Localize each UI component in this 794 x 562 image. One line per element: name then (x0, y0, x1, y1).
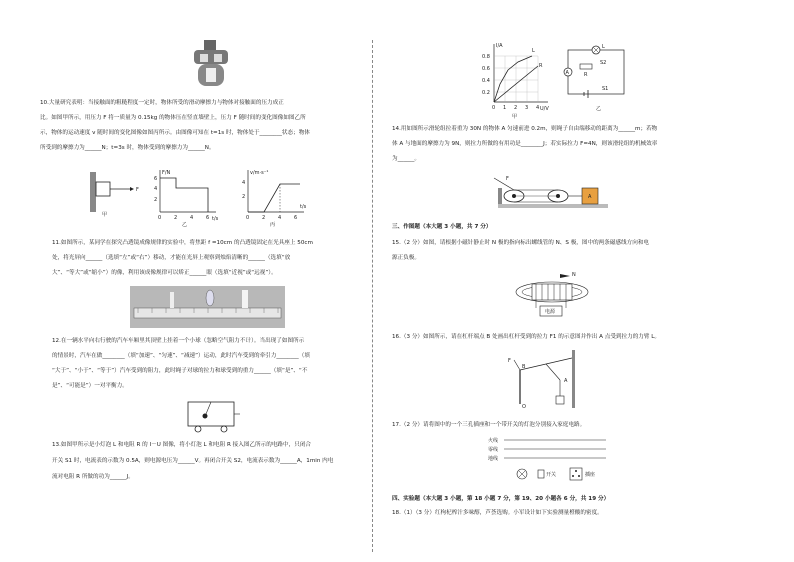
iu-tick-y-1: 0.8 (482, 54, 490, 60)
q12-line-4: 是”、“可能是”）一对平衡力。 (52, 383, 128, 389)
lever-b-label: B (522, 364, 526, 370)
q10-line-3: 示，物体的运动速度 v 随时间的变化图像如图丙所示。由图像可知在 t=1s 时，物体处于________状态；物体 (40, 130, 310, 136)
q15-line-1: 15.（2 分）如图，请根据小磁针静止时 N 极的指向标出螺线管的 N、S 极，图中的两条磁感线方向和电 (392, 240, 650, 246)
wire-ground-label: 地线 (488, 456, 499, 462)
column-divider (372, 40, 373, 552)
q13-line-3: 流对电阻 R 所做的功为______J。 (52, 474, 134, 480)
lever-a-label: A (564, 378, 568, 384)
graph-f-tick-y-3: 2 (154, 197, 158, 203)
q10-graph-v-t (240, 168, 310, 226)
q12-line-2: 的情景时，汽车在做________（填“加速”、“匀速”、“减速”）运动，此时汽车受到的牵引力________（填 (52, 353, 310, 359)
q16-line-1: 16.（3 分）如图所示，请在杠杆端点 B 处画出杠杆受到的拉力 F1 的示意图并作出 A 点受到拉力的力臂 L。 (392, 334, 660, 340)
optical-bench-figure (130, 286, 285, 328)
iu-tick-y-3: 0.4 (482, 78, 490, 84)
graph-v-tick-x-4: 6 (294, 215, 298, 221)
fig-jia-caption: 甲 (102, 212, 108, 218)
fig-bing-caption: 丙 (270, 222, 276, 228)
q11-line-2: 处，将光屏向______（选填“左”或“右”）移动，才能在光屏上观察到烛焰清晰的______（选填“放 (52, 255, 291, 261)
q15-line-2: 源正负极。 (392, 255, 420, 261)
iu-tick-x-3: 2 (514, 105, 518, 111)
power-source-label: 电源 (545, 309, 556, 315)
section-4-heading: 四、实验题（本大题 3 小题，第 18 小题 7 分，第 19、20 小题各 6 分，共 19 分） (392, 496, 610, 502)
iu-tick-x-4: 3 (525, 105, 529, 111)
wire-live-label: 火线 (488, 438, 499, 444)
q13-iu-graph (482, 40, 554, 120)
fig-yi-caption-13: 乙 (596, 106, 602, 112)
q11-line-1: 11.如图所示，某同学在探究凸透镜成像规律的实验中，将焦距 f =10cm 的凸透镜固定在光具座上 50cm (52, 240, 313, 246)
switch-label: 开关 (546, 472, 557, 478)
spring-scale-figure (190, 40, 232, 90)
lever-figure (508, 350, 578, 410)
q11-line-3: 大”、“等大”或“缩小”）的像，利用该成像规律可以矫正______眼（选填“近视”或“远视”）。 (52, 270, 277, 276)
force-f-label: F (136, 187, 139, 193)
graph-v-xlabel: t/s (300, 204, 307, 210)
iu-tick-x-2: 1 (503, 105, 507, 111)
q10-line-1: 10.大量研究表明：当接触面的粗糙程度一定时，物体所受的滑动摩擦力与物体对接触面的压力成正 (40, 100, 284, 106)
graph-v-tick-x-3: 4 (278, 215, 282, 221)
q14-line-3: 为______。 (392, 156, 420, 162)
circuit-s1-label: S1 (602, 86, 609, 92)
q18-line-1: 18.（1）（3 分）红枸杞榨汁多味醇，芦荟选购。小军设计如下实验测量橙酸的密度。 (392, 510, 603, 516)
curve-l-label: L (532, 48, 535, 54)
compass-n-label: N (572, 272, 576, 278)
graph-v-tick-x-1: 0 (246, 215, 250, 221)
lever-f-label: F (508, 358, 511, 364)
q13-circuit (560, 44, 630, 114)
circuit-s2-label: S2 (600, 60, 607, 66)
q13-line-2: 开关 S1 时，电流表的示数为 0.5A，则电源电压为______V。再闭合开关 S2，电流表示数为______A，1min 内电 (52, 458, 334, 464)
graph-v-ylabel: v/m·s⁻¹ (250, 170, 269, 176)
q10-figure-wall-block (90, 172, 150, 217)
q10-line-4: 所受到的摩擦力为______N；t=3s 时，物体受到的摩擦力为______N。 (40, 145, 215, 151)
q14-line-1: 14.用如图所示滑轮组拉着重为 30N 的物体 A 匀速前进 0.2m，则绳子自由端移动的距离为______m；若物 (392, 126, 658, 132)
graph-f-tick-y-2: 4 (154, 186, 158, 192)
graph-f-tick-x-2: 2 (174, 215, 178, 221)
wire-neutral-label: 零线 (488, 447, 499, 453)
solenoid-figure (514, 270, 590, 322)
q14-line-2: 体 A 与地面的摩擦力为 9N，则拉力所做的有用功是________J；若实际拉力 F=4N，则该滑轮组的机械效率 (392, 141, 658, 147)
household-circuit-figure (488, 436, 608, 486)
iu-ylabel: I/A (496, 43, 503, 49)
graph-v-tick-x-2: 2 (262, 215, 266, 221)
graph-f-tick-y-1: 6 (154, 176, 158, 182)
graph-f-tick-x-3: 4 (190, 215, 194, 221)
socket-label: 插座 (585, 472, 596, 478)
q13-line-1: 13.如图甲所示是小灯泡 L 和电阻 R 的 I－U 图像，将小灯泡 L 和电阻 R 接入图乙所示的电路中，只闭合 (52, 442, 311, 448)
graph-f-ylabel: F/N (162, 170, 171, 176)
q17-line-1: 17.（2 分）请将图中的一个三孔插座和一个带开关的灯泡分别接入家庭电路。 (392, 422, 586, 428)
q12-line-3: “大于”、“小于”、“等于”）汽车受到的阻力，此时绳子对球的拉力和球受到的重力______（填“是”、“不 (52, 368, 308, 374)
iu-tick-y-2: 0.6 (482, 66, 490, 72)
block-a-label: A (588, 194, 592, 200)
car-pendulum-figure (186, 400, 238, 434)
fig-yi-caption: 乙 (182, 222, 188, 228)
q10-line-2: 比。如图甲所示，用压力 F 将一质量为 0.15kg 的物体压在竖直墙壁上，压力 F 随时间的变化图像如图乙所 (40, 115, 306, 121)
graph-f-xlabel: t/s (212, 216, 219, 222)
q10-graph-f-t (152, 168, 222, 226)
circuit-lamp-label: L (602, 44, 605, 50)
curve-r-label: R (539, 63, 543, 69)
pulley-force-label: F (506, 176, 509, 182)
pulley-system-figure (498, 174, 608, 214)
fig-jia-caption-13: 甲 (512, 114, 518, 120)
iu-tick-x-1: 0 (492, 105, 496, 111)
circuit-r-label: R (584, 72, 588, 78)
graph-v-tick-y-1: 4 (242, 180, 246, 186)
iu-xlabel: U/V (540, 106, 549, 112)
iu-tick-y-4: 0.2 (482, 90, 490, 96)
circuit-ammeter-label: A (565, 70, 569, 76)
q12-line-1: 12.在一辆水平向右行驶的汽车车厢里其顶壁上挂着一个小球（忽略空气阻力不计）。当出现了如图所示 (52, 338, 305, 344)
section-3-heading: 三、作图题（本大题 3 小题，共 7 分） (392, 224, 492, 230)
graph-v-tick-y-2: 2 (242, 194, 246, 200)
lever-o-label: O (522, 404, 526, 410)
iu-tick-x-5: 4 (536, 105, 540, 111)
graph-f-tick-x-4: 6 (206, 215, 210, 221)
graph-f-tick-x-1: 0 (158, 215, 162, 221)
